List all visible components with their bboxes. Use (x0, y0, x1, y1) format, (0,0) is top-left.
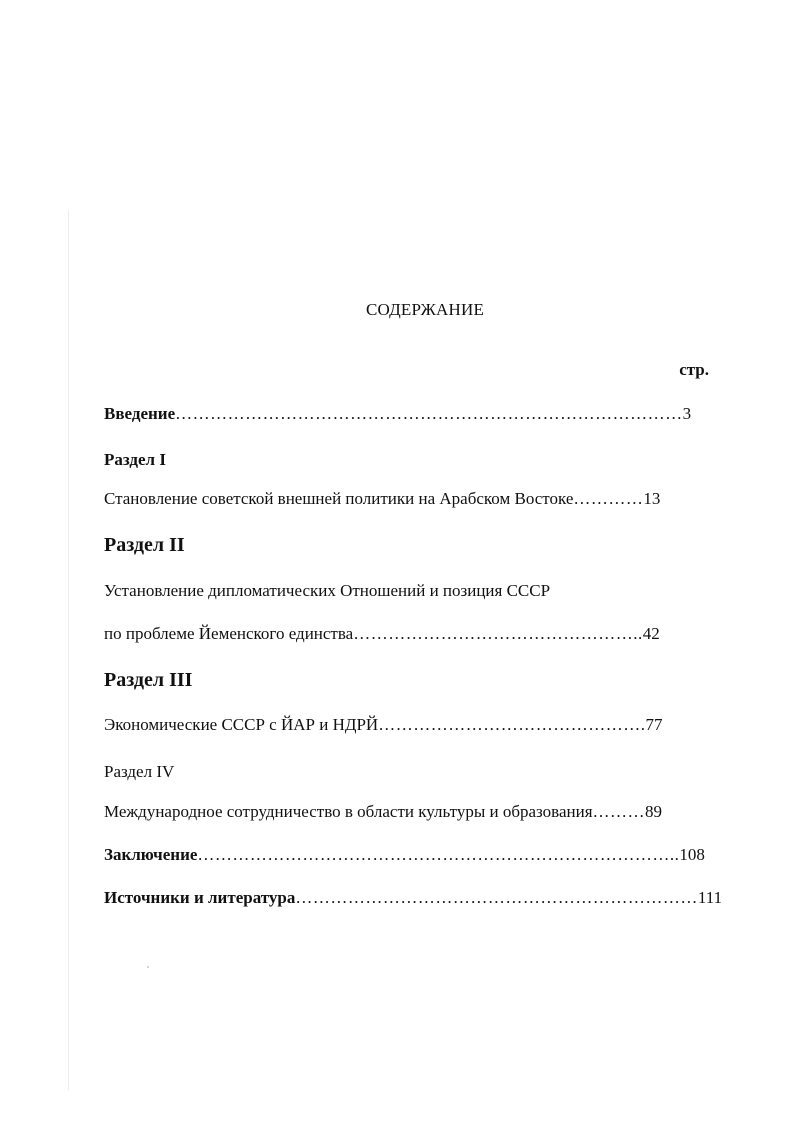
toc-leader-dots: …………………………………………………………… (295, 888, 698, 907)
toc-entry-section3[interactable] (104, 715, 662, 735)
toc-page-number: 89 (645, 802, 663, 821)
toc-page-number: 42 (642, 624, 660, 643)
toc-entry-sources[interactable] (104, 888, 722, 908)
page-column-label: стр. (679, 360, 709, 379)
toc-entry-label: Экономические СССР с ЙАР и НДРЙ (104, 715, 379, 734)
scan-edge-shadow (68, 210, 69, 1090)
toc-entry-section4[interactable] (104, 802, 662, 822)
section-heading-4: Раздел IV (104, 762, 175, 781)
toc-leader-dots: ………………………………………. (378, 715, 646, 734)
toc-entry-label: Международное сотрудничество в области культуры и образования (104, 802, 593, 821)
toc-entry-intro[interactable] (104, 404, 691, 424)
toc-entry-label: Введение (104, 404, 176, 423)
section-heading-1: Раздел I (104, 450, 166, 469)
toc-page-number: 77 (645, 715, 663, 734)
toc-entry-label: Заключение (104, 845, 198, 864)
toc-page-number: 3 (682, 404, 692, 423)
toc-leader-dots: ………………………………………….. (353, 624, 643, 643)
toc-page-number: 13 (643, 489, 661, 508)
toc-leader-dots: ………… (573, 489, 644, 508)
toc-entry-label: Источники и литература (104, 888, 296, 907)
toc-page-number: 108 (679, 845, 705, 864)
section-heading-2: Раздел II (104, 534, 185, 556)
section-heading-3: Раздел III (104, 669, 193, 691)
scan-speck (147, 966, 149, 968)
toc-entry-conclusion[interactable] (104, 845, 705, 865)
toc-leader-dots: …………………………………………………………………………… (175, 404, 683, 423)
toc-entry-section1[interactable] (104, 489, 660, 509)
toc-entry-section2[interactable] (104, 624, 660, 644)
toc-page-number: 111 (697, 888, 723, 907)
toc-entry-label: Становление советской внешней политики на Арабском Востоке (104, 489, 574, 508)
toc-entry-label: по проблеме Йеменского единства (104, 624, 354, 643)
toc-leader-dots: ……………………………………………………………………….. (197, 845, 680, 864)
toc-leader-dots: ……… (592, 802, 646, 821)
page-title: СОДЕРЖАНИЕ (365, 300, 485, 319)
toc-entry-section2-line1: Установление дипломатических Отношений и позиция СССР (104, 581, 551, 600)
